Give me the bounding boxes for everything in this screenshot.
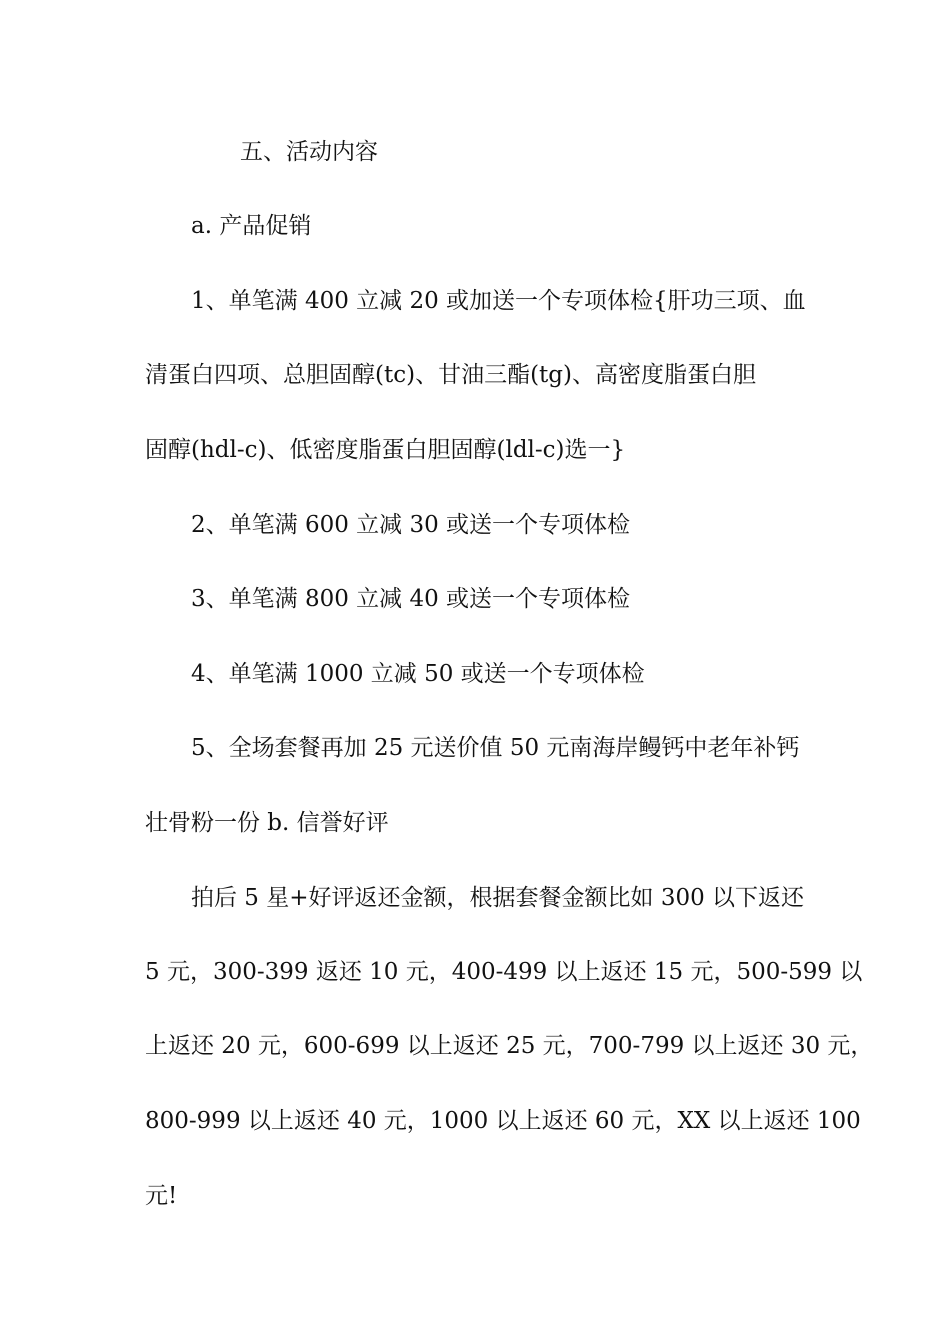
paragraph-line: 固醇(hdl-c)、低密度脂蛋白胆固醇(ldl-c)选一} <box>145 437 626 463</box>
paragraph-line: 壮骨粉一份 b. 信誉好评 <box>145 810 389 836</box>
subsection-heading-a: a. 产品促销 <box>191 213 312 239</box>
paragraph-line: 4、单笔满 1000 立减 50 或送一个专项体检 <box>191 661 645 687</box>
paragraph-line: 2、单笔满 600 立减 30 或送一个专项体检 <box>191 512 631 538</box>
paragraph-line: 5 元，300-399 返还 10 元，400-499 以上返还 15 元，500-599 以 <box>145 959 863 985</box>
paragraph-line: 拍后 5 星+好评返还金额，根据套餐金额比如 300 以下返还 <box>191 885 805 911</box>
paragraph-line: 5、全场套餐再加 25 元送价值 50 元南海岸鳗钙中老年补钙 <box>191 735 800 761</box>
paragraph-line: 元! <box>145 1183 178 1209</box>
section-heading: 五、活动内容 <box>240 139 378 165</box>
paragraph-line: 1、单笔满 400 立减 20 或加送一个专项体检{肝功三项、血 <box>191 288 806 314</box>
paragraph-line: 清蛋白四项、总胆固醇(tc)、甘油三酯(tg)、高密度脂蛋白胆 <box>145 362 756 388</box>
paragraph-line: 3、单笔满 800 立减 40 或送一个专项体检 <box>191 586 631 612</box>
paragraph-line: 800-999 以上返还 40 元，1000 以上返还 60 元，XX 以上返还 100 <box>145 1108 861 1134</box>
paragraph-line: 上返还 20 元，600-699 以上返还 25 元，700-799 以上返还 30 元， <box>145 1033 874 1059</box>
